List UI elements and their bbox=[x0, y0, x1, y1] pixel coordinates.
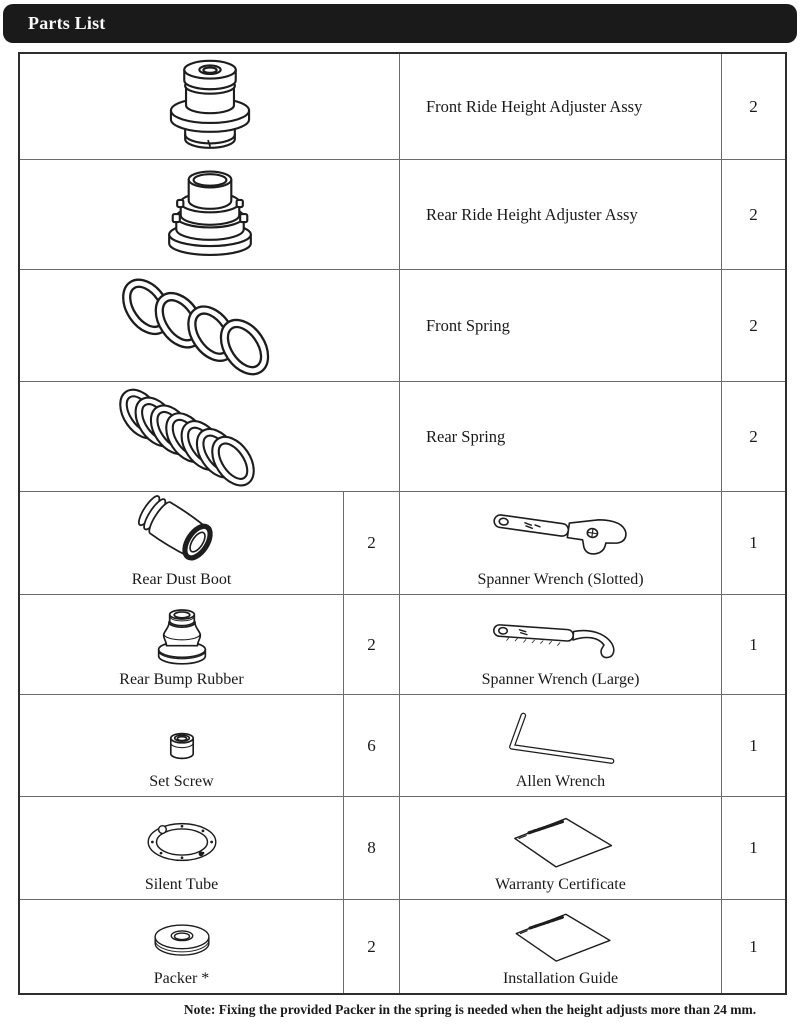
rear-spring-image bbox=[95, 385, 325, 489]
part-qty: 8 bbox=[344, 797, 400, 899]
part-name: Warranty Certificate bbox=[495, 876, 626, 893]
part-name: Front Spring bbox=[400, 270, 722, 381]
table-row bbox=[20, 382, 785, 492]
part-image-cell bbox=[20, 54, 400, 159]
rear-ride-height-adjuster-image bbox=[139, 167, 281, 263]
parts-table bbox=[18, 52, 787, 995]
part-cell bbox=[20, 595, 344, 694]
part-cell bbox=[20, 492, 344, 594]
part-name: Packer * bbox=[153, 970, 210, 987]
table-row bbox=[20, 54, 785, 160]
footer-note: Note: Fixing the provided Packer in the spring is needed when the height adjusts more than 24 mm. bbox=[183, 1002, 757, 1017]
part-qty: 6 bbox=[344, 695, 400, 796]
rear-dust-boot-image bbox=[117, 495, 247, 569]
part-qty: 1 bbox=[749, 735, 758, 755]
part-cell bbox=[20, 900, 344, 993]
part-qty: 2 bbox=[749, 315, 758, 335]
part-qty: 2 bbox=[344, 900, 400, 993]
part-name: Front Ride Height Adjuster Assy bbox=[400, 54, 722, 159]
rear-bump-rubber-image bbox=[130, 599, 234, 669]
part-qty: 2 bbox=[749, 204, 758, 224]
part-qty: 2 bbox=[749, 426, 758, 446]
part-qty: 1 bbox=[749, 838, 758, 857]
table-row bbox=[20, 900, 785, 993]
part-name: Allen Wrench bbox=[515, 773, 606, 790]
part-image-cell bbox=[20, 160, 400, 269]
part-name: Installation Guide bbox=[502, 970, 619, 987]
parts-list-header-bar bbox=[3, 4, 797, 43]
spanner-wrench-large-image bbox=[461, 605, 661, 669]
packer-image bbox=[130, 910, 234, 968]
part-name: Rear Spring bbox=[400, 382, 722, 491]
part-cell bbox=[400, 797, 722, 899]
part-qty: 1 bbox=[749, 533, 758, 552]
part-cell bbox=[400, 900, 722, 993]
part-qty: 2 bbox=[344, 492, 400, 594]
front-ride-height-adjuster-image bbox=[139, 59, 281, 155]
part-name: Spanner Wrench (Slotted) bbox=[477, 571, 644, 588]
part-qty: 1 bbox=[749, 634, 758, 654]
table-row bbox=[20, 492, 785, 595]
table-row bbox=[20, 270, 785, 382]
part-name: Rear Bump Rubber bbox=[119, 671, 244, 688]
part-qty: 1 bbox=[749, 936, 758, 956]
part-cell bbox=[400, 695, 722, 796]
table-row bbox=[20, 797, 785, 900]
part-name: Silent Tube bbox=[144, 876, 219, 893]
installation-guide-image bbox=[466, 906, 656, 968]
part-cell bbox=[20, 695, 344, 796]
part-name: Rear Dust Boot bbox=[131, 571, 232, 588]
spanner-wrench-slotted-image bbox=[461, 503, 661, 569]
part-cell bbox=[20, 797, 344, 899]
warranty-certificate-image bbox=[466, 810, 656, 874]
set-screw-image bbox=[143, 717, 221, 771]
part-image-cell bbox=[20, 270, 400, 381]
part-image-cell bbox=[20, 382, 400, 491]
silent-tube-image bbox=[123, 810, 241, 874]
allen-wrench-image bbox=[461, 707, 661, 771]
part-name: Spanner Wrench (Large) bbox=[481, 671, 640, 688]
part-qty: 2 bbox=[344, 595, 400, 694]
part-qty: 2 bbox=[749, 96, 758, 116]
part-name: Set Screw bbox=[149, 773, 214, 790]
table-row bbox=[20, 595, 785, 695]
table-row bbox=[20, 695, 785, 797]
front-spring-image bbox=[95, 274, 325, 378]
table-row bbox=[20, 160, 785, 270]
part-cell bbox=[400, 595, 722, 694]
part-cell bbox=[400, 492, 722, 594]
page-title: Parts List bbox=[28, 13, 106, 33]
part-name: Rear Ride Height Adjuster Assy bbox=[400, 160, 722, 269]
